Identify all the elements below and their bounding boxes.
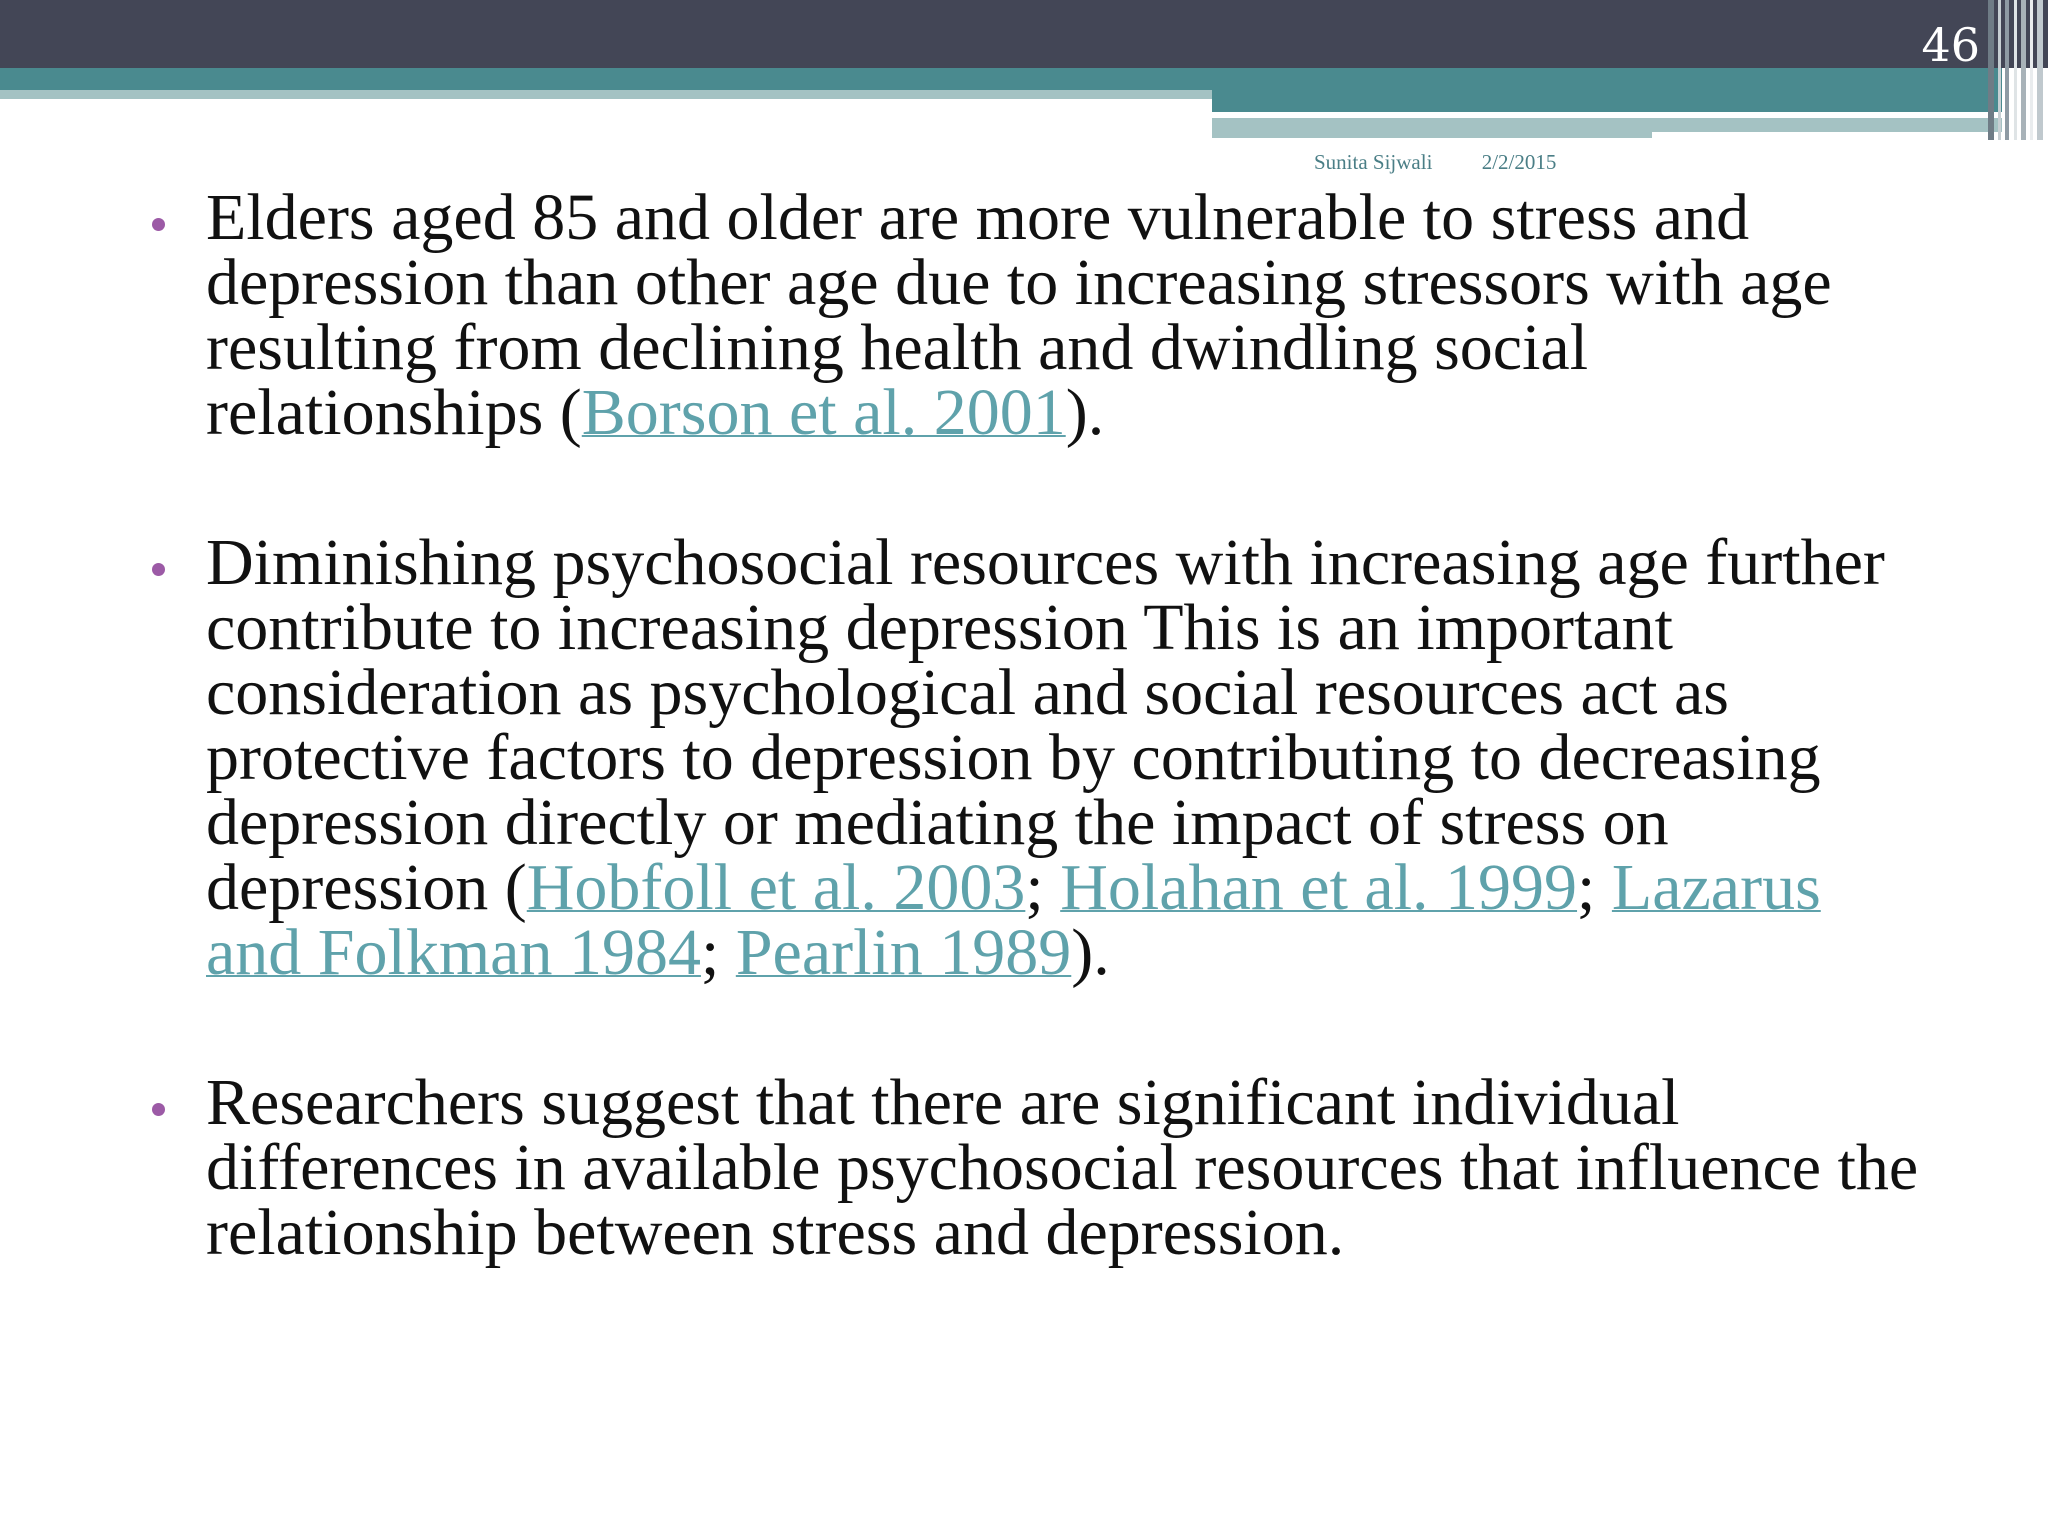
bullet-dot-icon [152, 1103, 165, 1116]
citation-separator: ; [700, 916, 736, 989]
header-band-right-cutout [1652, 132, 2002, 144]
citation-separator: ; [1577, 851, 1612, 924]
slide-meta [1314, 150, 1556, 175]
citation-link[interactable]: Pearlin 1989 [735, 916, 1072, 989]
citation-link[interactable]: Lazarus and Folkman 1984 [206, 851, 1821, 989]
header-band-right-teal [1212, 68, 2002, 112]
author-name: Sunita Sijwali [1314, 150, 1433, 174]
bullet-item [140, 526, 1930, 989]
slide-number: 46 [1921, 18, 1980, 72]
bullet-dot-icon [152, 218, 165, 231]
bullet-item [140, 181, 1930, 449]
bullet-item [140, 1066, 1930, 1269]
citation-separator: ; [1025, 851, 1061, 924]
citation-link[interactable]: Hobfoll et al. 2003 [526, 851, 1026, 924]
header-band-teal [0, 68, 1212, 90]
citation-link[interactable]: Holahan et al. 1999 [1060, 851, 1578, 924]
header-vertical-bars [1988, 0, 2048, 140]
header-band-light [0, 90, 1212, 99]
citation-link[interactable]: Borson et al. 2001 [581, 376, 1066, 449]
bullet-text: Researchers suggest that there are significant individual differences in available psychosocial resources that influence the relationship between stress and depression. [206, 1066, 1919, 1269]
bullet-text: Elders aged 85 and older are more vulnerable to stress and depression than other age due to increasing stressors with age resulting from declining health and dwindling social relationships ( [206, 181, 1832, 449]
bullet-text: Diminishing psychosocial resources with increasing age further contribute to increasing depression This is an important consideration as psychological and social resources act as protective factors to depression by contributing to decreasing depression directly or mediating the impact of stress on depression ( [206, 526, 1885, 924]
bullet-dot-icon [152, 563, 165, 576]
bullet-closing: ). [1065, 376, 1105, 449]
bullet-closing: ). [1071, 916, 1110, 989]
slide-date: 2/2/2015 [1481, 150, 1557, 174]
header-band-dark [0, 0, 2048, 68]
bullet-list [140, 181, 1930, 1350]
